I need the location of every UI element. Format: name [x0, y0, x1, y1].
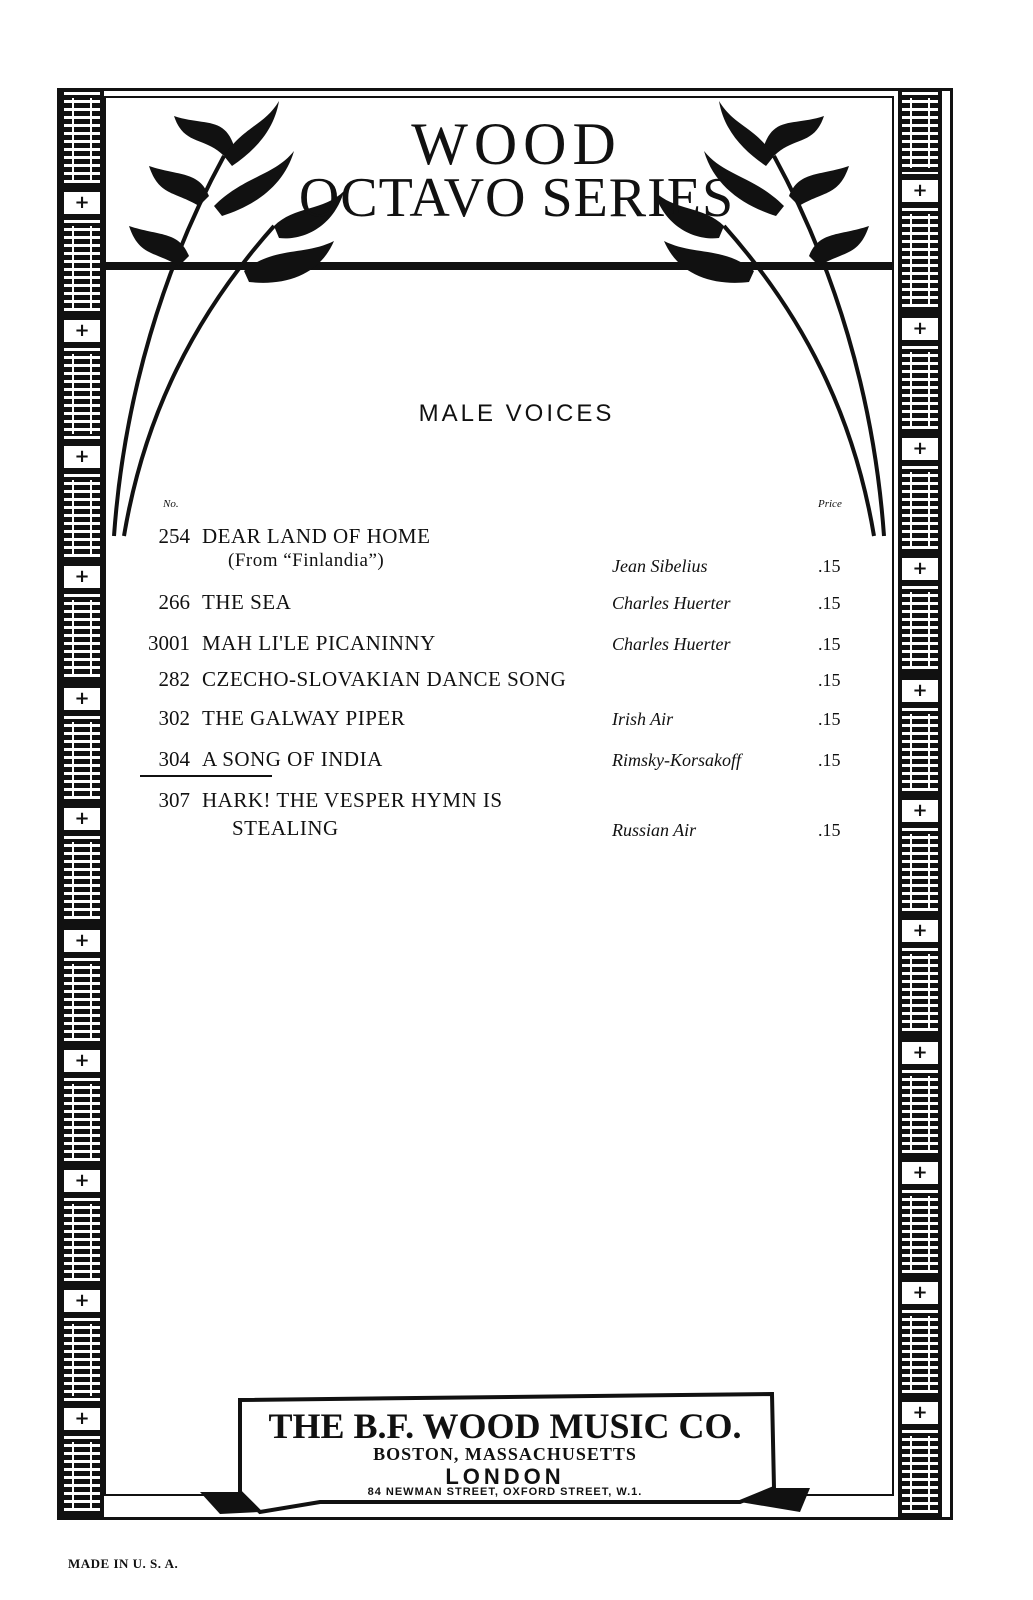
- entry-number: 266: [158, 590, 190, 614]
- entry-number: 282: [158, 667, 190, 691]
- series-title-octavo: OCTAVO SERIES: [298, 167, 735, 229]
- entry-composer: Irish Air: [612, 709, 674, 729]
- plus-ornament-icon: +: [900, 436, 940, 462]
- catalog-entry: [140, 631, 860, 661]
- entry-price: .15: [818, 634, 841, 654]
- catalog-entry: [140, 590, 860, 620]
- section-title: MALE VOICES: [418, 400, 615, 427]
- plus-ornament-icon: +: [900, 1040, 940, 1066]
- column-header-price: Price: [818, 498, 842, 510]
- plus-ornament-icon: +: [900, 316, 940, 342]
- plus-ornament-icon: +: [62, 318, 102, 344]
- entry-title-continued: STEALING: [232, 816, 339, 840]
- entry-title: THE SEA: [202, 590, 292, 614]
- publisher-london: LONDON: [445, 1464, 565, 1489]
- entry-price: .15: [818, 593, 841, 613]
- entry-price: .15: [818, 709, 841, 729]
- publisher-name: THE B.F. WOOD MUSIC CO.: [268, 1406, 742, 1446]
- entry-subtitle: (From “Finlandia”): [228, 550, 385, 571]
- series-title-wood: WOOD: [411, 111, 622, 177]
- entry-price: .15: [818, 820, 841, 840]
- plus-ornament-icon: +: [900, 918, 940, 944]
- plus-ornament-icon: +: [900, 678, 940, 704]
- entry-title: A SONG OF INDIA: [202, 747, 383, 771]
- entry-title: DEAR LAND OF HOME: [202, 524, 431, 548]
- plus-ornament-icon: +: [900, 798, 940, 824]
- plus-ornament-icon: +: [62, 686, 102, 712]
- plus-ornament-icon: +: [62, 1168, 102, 1194]
- entry-title: THE GALWAY PIPER: [202, 706, 406, 730]
- entry-composer: Charles Huerter: [612, 593, 731, 613]
- publisher-address: 84 NEWMAN STREET, OXFORD STREET, W.1.: [367, 1486, 643, 1498]
- entry-number: 307: [158, 788, 190, 812]
- entry-composer: Rimsky-Korsakoff: [612, 750, 741, 770]
- catalog-entry: [140, 524, 860, 576]
- catalog-entry: [140, 788, 860, 840]
- entry-number: 302: [158, 706, 190, 730]
- plus-ornament-icon: +: [900, 178, 940, 204]
- plus-ornament-icon: +: [62, 564, 102, 590]
- entry-price: .15: [818, 750, 841, 770]
- entry-number: 3001: [148, 631, 190, 655]
- catalog-entry: [140, 747, 860, 777]
- entry-composer: Russian Air: [612, 820, 697, 840]
- entry-title: HARK! THE VESPER HYMN IS: [202, 788, 503, 812]
- plus-ornament-icon: +: [62, 1406, 102, 1432]
- publisher-block: [240, 1398, 770, 1506]
- plus-ornament-icon: +: [900, 1160, 940, 1186]
- entry-composer: Jean Sibelius: [612, 556, 708, 576]
- plus-ornament-icon: +: [900, 556, 940, 582]
- entry-price: .15: [818, 670, 841, 690]
- publisher-city: BOSTON, MASSACHUSETTS: [373, 1444, 637, 1464]
- entry-title: MAH LI'LE PICANINNY: [202, 631, 436, 655]
- plus-ornament-icon: +: [62, 928, 102, 954]
- entry-composer: Charles Huerter: [612, 634, 731, 654]
- column-header-number: No.: [163, 498, 179, 510]
- entry-title: CZECHO-SLOVAKIAN DANCE SONG: [202, 667, 567, 691]
- entry-number: 304: [158, 747, 190, 771]
- plus-ornament-icon: +: [62, 190, 102, 216]
- pencil-underline: [140, 775, 272, 777]
- plus-ornament-icon: +: [900, 1280, 940, 1306]
- catalog-entry: [140, 667, 860, 697]
- plus-ornament-icon: +: [62, 444, 102, 470]
- entry-price: .15: [818, 556, 841, 576]
- plus-ornament-icon: +: [62, 806, 102, 832]
- entry-number: 254: [158, 524, 190, 548]
- catalog-entry: [140, 706, 860, 736]
- plus-ornament-icon: +: [900, 1400, 940, 1426]
- plus-ornament-icon: +: [62, 1048, 102, 1074]
- made-in-label: MADE IN U. S. A.: [68, 1556, 179, 1571]
- plus-ornament-icon: +: [62, 1288, 102, 1314]
